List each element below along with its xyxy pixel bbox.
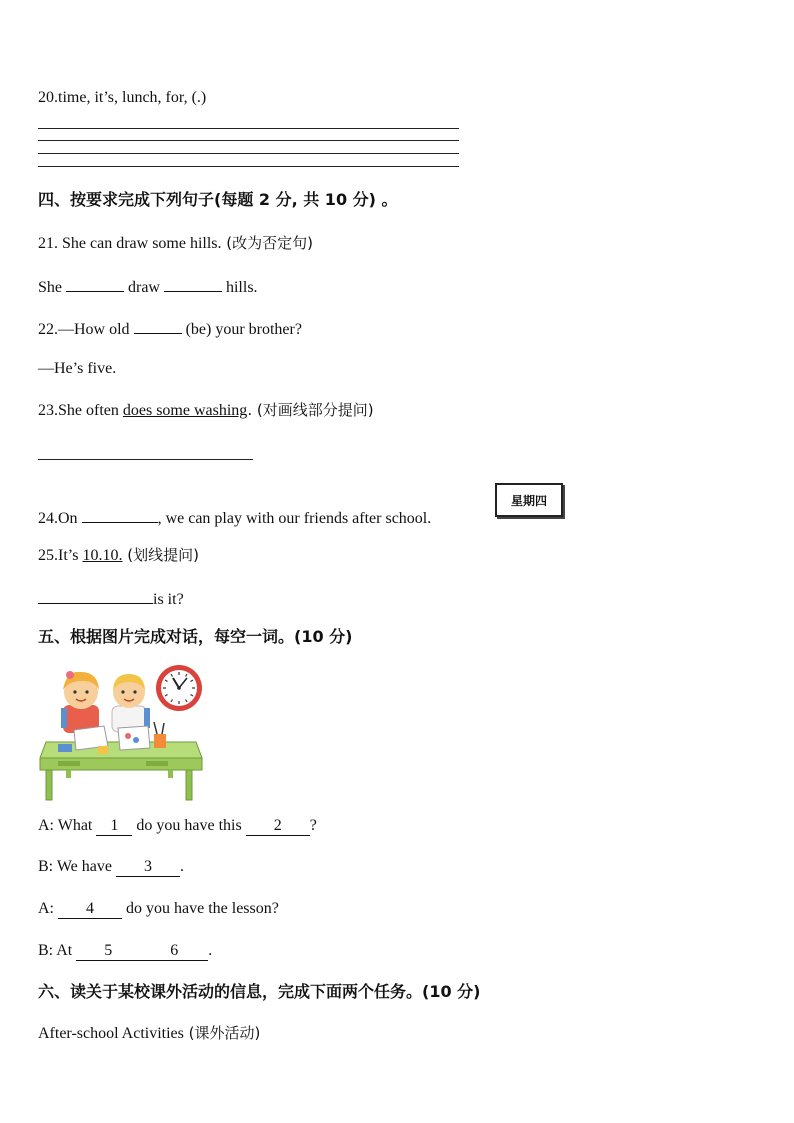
underlined-time: 10.10. bbox=[82, 547, 123, 564]
dialog-line-4 bbox=[38, 941, 212, 961]
underlined-phrase: does some washing bbox=[122, 402, 248, 419]
answer-line-3 bbox=[38, 153, 459, 154]
answer-line-2 bbox=[38, 140, 459, 141]
answer-line-4 bbox=[38, 166, 459, 167]
question-25-suffix: (划线提问) bbox=[122, 546, 199, 564]
blank-2[interactable]: 2 bbox=[246, 817, 310, 836]
question-23 bbox=[38, 400, 374, 421]
answer-word-she: She bbox=[38, 279, 66, 296]
answer-blank[interactable] bbox=[66, 275, 124, 292]
question-21-answer bbox=[38, 275, 258, 298]
answer-line-1 bbox=[38, 128, 459, 129]
question-22-reply: —He’s five. bbox=[38, 360, 117, 377]
question-22-suffix: (be) your brother? bbox=[181, 321, 302, 338]
question-21-text: She can draw some hills. bbox=[58, 235, 222, 252]
weekday-picture bbox=[495, 483, 563, 517]
answer-blank[interactable] bbox=[134, 317, 182, 334]
question-23-suffix: . (对画线部分提问) bbox=[247, 401, 374, 419]
answer-word-draw: draw bbox=[124, 279, 164, 296]
classroom-illustration bbox=[36, 660, 211, 802]
clock-icon bbox=[156, 665, 202, 711]
question-20-text: 20.time, it’s, lunch, for, (.) bbox=[38, 89, 207, 106]
question-20 bbox=[38, 88, 206, 108]
question-21-note: (改为否定句) bbox=[221, 234, 314, 252]
dialog-text: . bbox=[179, 858, 184, 875]
question-25 bbox=[38, 545, 199, 566]
dialog-text: do you have the lesson? bbox=[122, 900, 279, 917]
dialog-line-3 bbox=[38, 899, 279, 919]
dialog-text: A: What bbox=[38, 817, 97, 834]
answer-blank[interactable] bbox=[164, 275, 222, 292]
girl-figure bbox=[61, 671, 99, 733]
question-25-prefix: 25.It’s bbox=[38, 547, 83, 564]
subtitle-english: After-school Activities bbox=[38, 1025, 184, 1042]
question-25-answer-text: is it? bbox=[153, 591, 184, 608]
answer-line[interactable] bbox=[38, 459, 253, 460]
activities-subtitle bbox=[38, 1023, 260, 1044]
blank-5[interactable]: 5 bbox=[76, 942, 140, 961]
question-24-prefix: 24.On bbox=[38, 510, 82, 527]
question-23-prefix: 23.She often bbox=[38, 402, 123, 419]
section-4-title: 四、按要求完成下列句子(每题 2 分, 共 10 分) 。 bbox=[38, 190, 398, 209]
question-22-prefix: 22.—How old bbox=[38, 321, 134, 338]
section-5-title: 五、根据图片完成对话，每空一词。(10 分) bbox=[38, 627, 353, 646]
answer-blank[interactable] bbox=[38, 587, 153, 604]
question-21 bbox=[38, 233, 313, 254]
answer-word-hills: hills. bbox=[221, 279, 258, 296]
question-24-suffix: , we can play with our friends after school. bbox=[157, 510, 432, 527]
boy-figure bbox=[112, 674, 150, 732]
question-21-number: 21. bbox=[38, 235, 58, 252]
dialog-text: ? bbox=[309, 817, 317, 834]
blank-3[interactable]: 3 bbox=[116, 858, 180, 877]
dialog-text: B: We have bbox=[38, 858, 116, 875]
dialog-text: . bbox=[208, 942, 213, 959]
dialog-text: do you have this bbox=[132, 817, 246, 834]
blank-6[interactable]: 6 bbox=[140, 942, 208, 961]
question-25-answer bbox=[38, 587, 184, 610]
blank-1[interactable]: 1 bbox=[96, 817, 132, 836]
dialog-line-1 bbox=[38, 816, 317, 836]
question-24 bbox=[38, 506, 431, 529]
question-22 bbox=[38, 317, 302, 340]
blank-4[interactable]: 4 bbox=[58, 900, 122, 919]
dialog-text: B: At bbox=[38, 942, 77, 959]
section-6-title: 六、读关于某校课外活动的信息，完成下面两个任务。(10 分) bbox=[38, 982, 481, 1001]
weekday-picture-text: 星期四 bbox=[510, 493, 547, 508]
dialog-text: A: bbox=[38, 900, 58, 917]
subtitle-chinese: (课外活动) bbox=[183, 1024, 261, 1042]
dialog-line-2 bbox=[38, 857, 184, 877]
answer-blank[interactable] bbox=[82, 506, 158, 523]
